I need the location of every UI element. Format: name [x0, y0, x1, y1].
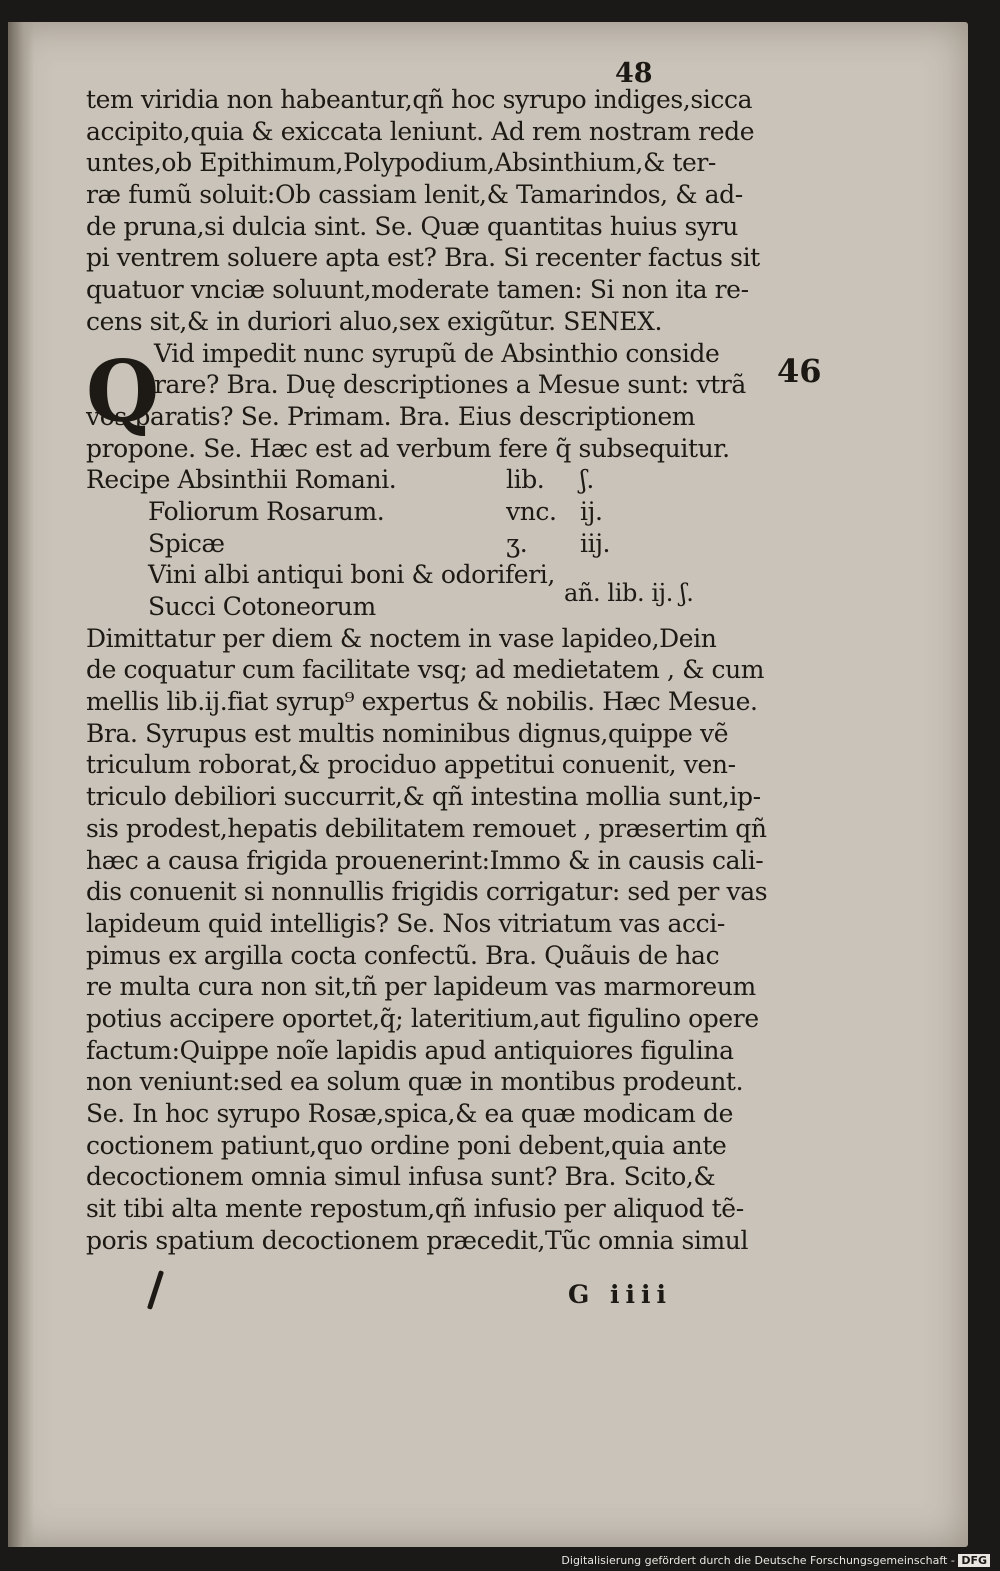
- text-line: dis conuenit si nonnullis frigidis corrigatur: sed per vas: [86, 877, 768, 907]
- text-line: de pruna,si dulcia sint. Se. Quæ quantitas huius syru: [86, 211, 738, 241]
- recipe-item: [86, 464, 766, 496]
- recipe-item-unit: lib.: [506, 465, 545, 495]
- text-line: coctionem patiunt,quo ordine poni debent,quia ante: [86, 1130, 727, 1160]
- text-line: propone. Se. Hæc est ad verbum fere q̃ subsequitur.: [86, 433, 730, 463]
- recipe-item-name: Succi Cotoneorum: [148, 592, 376, 621]
- recipe-item-qty: ij.: [580, 496, 603, 526]
- digitization-credit: [561, 1554, 990, 1567]
- text-line: rare? Bra. Duę descriptiones a Mesue sunt: vtrã: [154, 370, 746, 400]
- text-line: accipito,quia & exiccata leniunt. Ad rem nostram rede: [86, 116, 755, 146]
- text-line: non veniunt:sed ea solum quæ in montibus prodeunt.: [86, 1067, 744, 1097]
- text-line: Bra. Syrupus est multis nominibus dignus,quippe vẽ: [86, 718, 729, 748]
- recipe-brace-dose: añ. lib. ij. ʃ.: [564, 579, 694, 608]
- text-line: hæc a causa frigida prouenerint:Immo & in causis cali-: [86, 845, 764, 875]
- text-line: decoctionem omnia simul infusa sunt? Bra. Scito,&: [86, 1162, 716, 1192]
- text-line: cens sit,& in duriori aluo,sex exigũtur. SENEX.: [86, 306, 663, 336]
- text-line: pimus ex argilla cocta confectũ. Bra. Quãuis de hac: [86, 940, 720, 970]
- text-line: untes,ob Epithimum,Polypodium,Absinthium,& ter-: [86, 148, 716, 178]
- text-line: vos paratis? Se. Primam. Bra. Eius descriptionem: [86, 401, 696, 431]
- recipe-item-name: Vini albi antiqui boni & odoriferi,: [148, 560, 555, 590]
- text-line: Se. In hoc syrupo Rosæ,spica,& ea quæ modicam de: [86, 1099, 733, 1128]
- recipe-item-name: Spicæ: [148, 528, 225, 558]
- credit-text: Digitalisierung gefördert durch die Deutsche Forschungsgemeinschaft -: [561, 1554, 955, 1567]
- text-line: sit tibi alta mente repostum,qñ infusio per aliquod tẽ-: [86, 1194, 744, 1224]
- recipe-item-unit: vnc.: [506, 496, 557, 526]
- text-lines-q: [86, 338, 766, 401]
- text-lines-mid: [86, 401, 766, 464]
- text-line: triculo debiliori succurrit,& qñ intestina mollia sunt,ip-: [86, 782, 761, 812]
- marginal-number: 46: [777, 352, 822, 390]
- text-line: ræ fumũ soluit:Ob cassiam lenit,& Tamarindos, & ad-: [86, 180, 743, 210]
- drop-cap: Q: [86, 342, 160, 441]
- text-line: triculum roborat,& prociduo appetitui conuenit, ven-: [86, 750, 736, 780]
- recipe-item-name: Recipe Absinthii Romani.: [86, 465, 397, 495]
- text-line: quatuor vnciæ soluunt,moderate tamen: Si non ita re-: [86, 275, 749, 305]
- text-line: pi ventrem soluere apta est? Bra. Si recenter factus sit: [86, 243, 760, 273]
- text-lines-bottom: [86, 623, 766, 1257]
- text-line: poris spatium decoctionem præcedit,Tũc omnia simul: [86, 1225, 749, 1255]
- text-line: mellis lib.ij.fiat syrup⁹ expertus & nobilis. Hæc Mesue.: [86, 687, 758, 717]
- dfg-logo: DFG: [958, 1554, 990, 1567]
- folio-number: 48: [615, 58, 653, 89]
- text-line: factum:Quippe noĩe lapidis apud antiquiores figulina: [86, 1035, 734, 1065]
- recipe-list: [86, 464, 766, 622]
- text-line: Dimittatur per diem & noctem in vase lapideo,Dein: [86, 623, 717, 653]
- text-line: tem viridia non habeantur,qñ hoc syrupo indiges,sicca: [86, 85, 753, 114]
- text-line: de coquatur cum facilitate vsq; ad medietatem , & cum: [86, 655, 765, 685]
- recipe-item: [86, 528, 766, 560]
- main-text-block: [86, 84, 766, 1256]
- text-line: potius accipere oportet,q̃; lateritium,aut figulino opere: [86, 1003, 759, 1033]
- recipe-item-qty: ʃ.: [580, 465, 594, 495]
- text-line: re multa cura non sit,tñ per lapideum vas marmoreum: [86, 972, 756, 1002]
- signature-mark: G iiii: [568, 1280, 673, 1309]
- text-line: sis prodest,hepatis debilitatem remouet , præsertim qñ: [86, 813, 767, 843]
- text-lines-top: [86, 84, 766, 338]
- recipe-item-qty: iij.: [580, 528, 611, 558]
- text-line: lapideum quid intelligis? Se. Nos vitriatum vas acci-: [86, 908, 725, 938]
- recipe-item-name: Foliorum Rosarum.: [148, 496, 385, 526]
- recipe-item: [86, 496, 766, 528]
- text-line: Vid impedit nunc syrupũ de Absinthio conside: [154, 338, 720, 368]
- page-gutter-shadow: [8, 22, 34, 1547]
- recipe-item-unit: ʒ.: [506, 528, 528, 558]
